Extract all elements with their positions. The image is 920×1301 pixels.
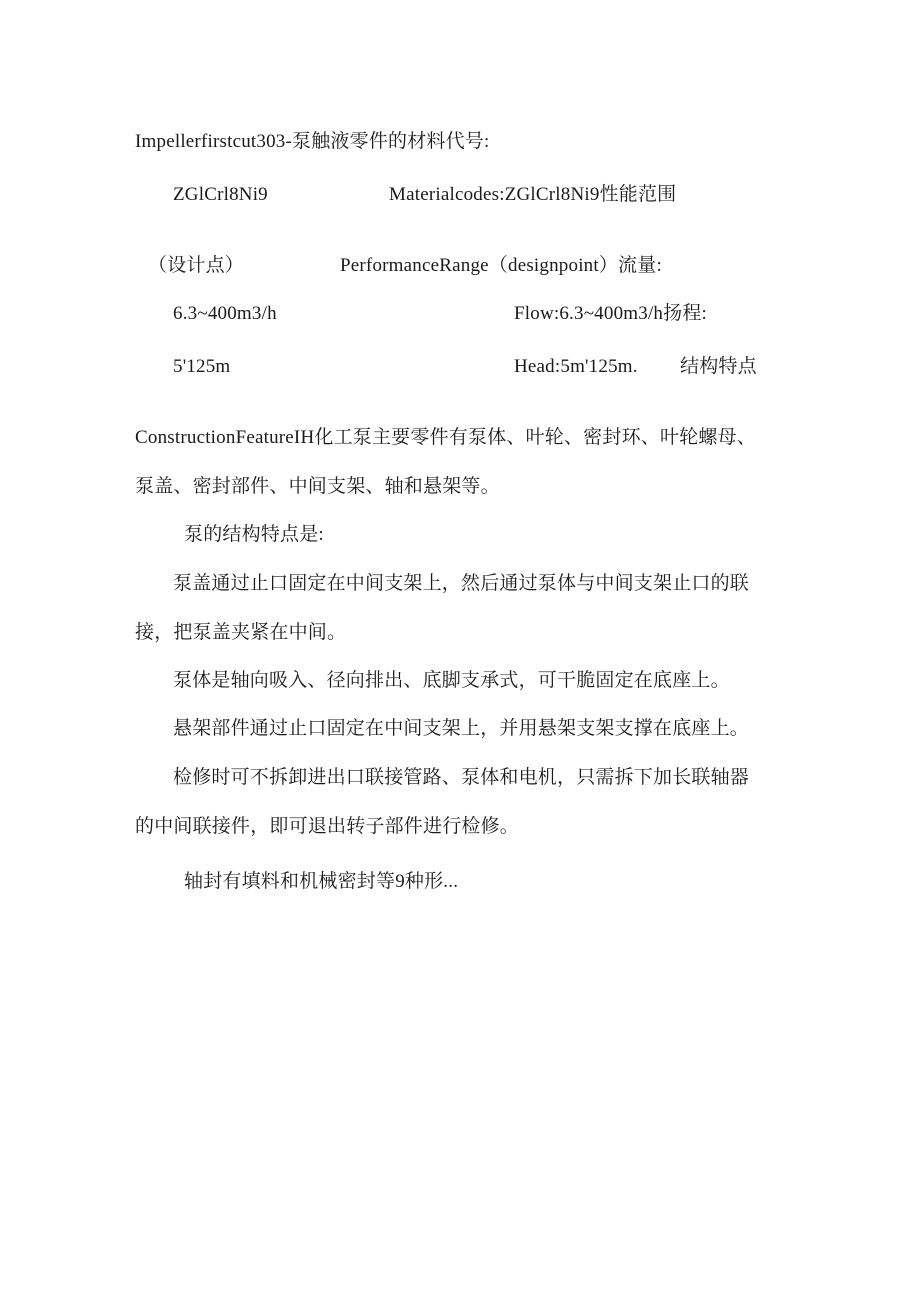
structure-features-heading: 结构特点 (680, 356, 757, 377)
shaft-seal-line: 轴封有填料和机械密封等9种形... (184, 871, 459, 892)
paragraph-pump-cover-cont: 接，把泵盖夹紧在中间。 (135, 622, 347, 643)
impeller-material-line: Impellerfirstcut303-泵触液零件的材料代号: (135, 131, 490, 152)
paragraph-pump-cover: 泵盖通过止口固定在中间支架上，然后通过泵体与中间支架止口的联 (173, 573, 750, 594)
paragraph-maintenance: 检修时可不拆卸进出口联接管路、泵体和电机，只需拆下加长联轴器 (173, 767, 750, 788)
performance-range-line: PerformanceRange（designpoint）流量: (340, 255, 662, 276)
parts-list-line: 泵盖、密封部件、中间支架、轴和悬架等。 (135, 476, 500, 497)
design-point-label: （设计点） (148, 255, 245, 276)
flow-value: 6.3~400m3/h (173, 303, 277, 324)
paragraph-maintenance-cont: 的中间联接件，即可退出转子部件进行检修。 (135, 816, 520, 837)
head-line: Head:5m'125m. (514, 356, 638, 377)
paragraph-suspension: 悬架部件通过止口固定在中间支架上，并用悬架支架支撑在底座上。 (173, 718, 750, 739)
construction-feature-line: ConstructionFeatureIH化工泵主要零件有泵体、叶轮、密封环、叶轮螺母、 (135, 427, 756, 448)
head-value: 5'125m (173, 356, 231, 377)
paragraph-pump-body: 泵体是轴向吸入、径向排出、底脚支承式，可干脆固定在底座上。 (173, 670, 730, 691)
flow-line: Flow:6.3~400m3/h扬程: (514, 303, 708, 324)
structure-intro-line: 泵的结构特点是: (184, 524, 324, 545)
material-codes-line: Materialcodes:ZGlCrl8Ni9性能范围 (389, 184, 677, 205)
material-code-value: ZGlCrl8Ni9 (173, 184, 268, 205)
